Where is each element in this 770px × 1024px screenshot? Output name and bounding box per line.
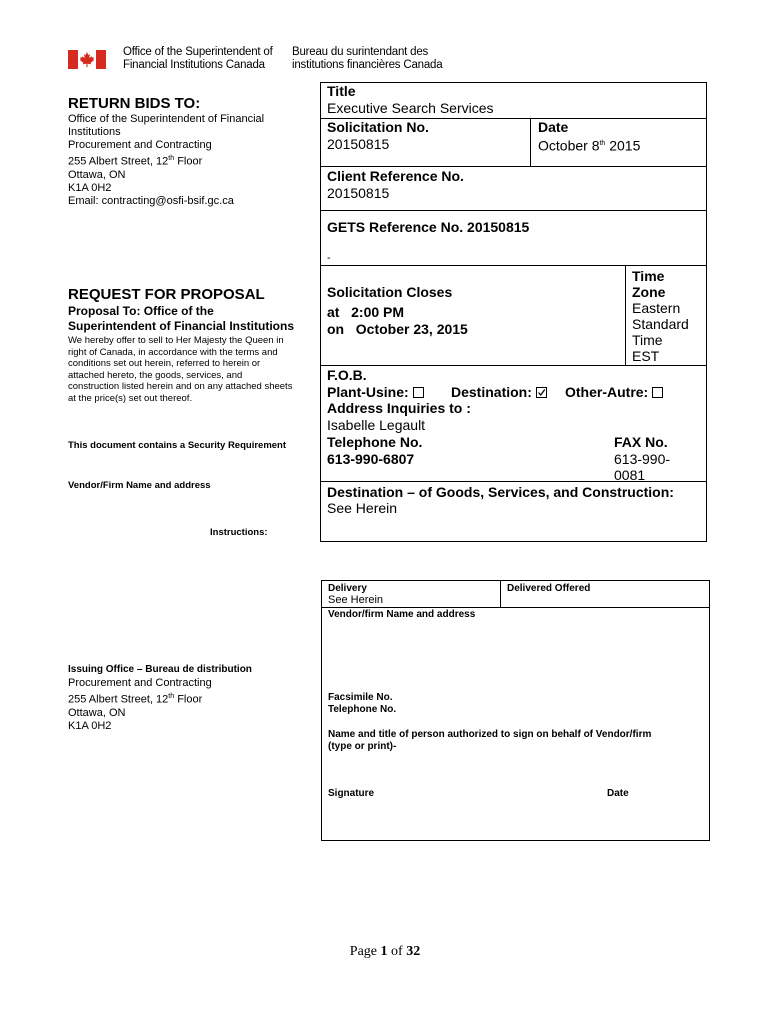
checkmark-icon <box>537 388 546 397</box>
dash-text: - <box>327 252 331 264</box>
fax-value: 613-990- 0081 <box>614 451 671 483</box>
instructions-label: Instructions: <box>210 527 268 538</box>
telephone-value: 613-990-6807 <box>327 451 415 467</box>
time-zone: Time Zone Eastern Standard Time EST <box>632 268 689 364</box>
solicitation-closes-label: Solicitation Closes <box>327 284 453 300</box>
delivery-label: Delivery <box>328 583 367 594</box>
facsimile-label[interactable]: Facsimile No. <box>328 692 393 703</box>
page-number: Page 1 of 32 <box>349 944 421 959</box>
signature-label[interactable]: Signature <box>328 788 375 799</box>
closes-time: at 2:00 PM <box>327 304 405 320</box>
destination-label: Destination: <box>451 384 547 400</box>
plant-usine-label: Plant-Usine: <box>327 384 424 400</box>
telephone-label: Telephone No. <box>327 434 423 450</box>
client-ref-value: 20150815 <box>327 185 390 201</box>
fax-label: FAX No. <box>614 434 668 450</box>
title-label: Title <box>327 83 356 99</box>
destination-goods-value: See Herein <box>327 500 398 516</box>
destination-goods-label: Destination – of Goods, Services, and Construction: <box>327 484 674 500</box>
rfp-title: REQUEST FOR PROPOSAL <box>68 286 265 303</box>
destination-checkbox[interactable] <box>536 387 547 398</box>
delivery-value: See Herein <box>328 594 384 606</box>
dept-name-en: Office of the Superintendent of Financial Institutions Canada <box>123 46 273 71</box>
dept-name-fr: Bureau du surintendant des institutions financières Canada <box>292 46 443 71</box>
issuing-office-title: Issuing Office – Bureau de distribution <box>68 664 252 675</box>
vendor-firm-label[interactable]: Vendor/firm Name and address <box>328 609 476 620</box>
address-inquiries-label: Address Inquiries to : <box>327 400 471 416</box>
solicitation-value: 20150815 <box>327 136 390 152</box>
other-autre-label: Other-Autre: <box>565 384 663 400</box>
proposal-to: Proposal To: Office of the Superintendent of Financial Institutions <box>68 304 295 333</box>
plant-usine-checkbox[interactable] <box>413 387 424 398</box>
client-ref-label: Client Reference No. <box>327 168 464 184</box>
closes-date: on October 23, 2015 <box>327 321 468 337</box>
signature-date-label[interactable]: Date <box>607 788 629 799</box>
date-label: Date <box>538 119 569 135</box>
issuing-office-address: Procurement and Contracting 255 Albert Street, 12th Floor Ottawa, ON K1A 0H2 <box>68 677 212 732</box>
other-autre-checkbox[interactable] <box>652 387 663 398</box>
offer-text: We hereby offer to sell to Her Majesty the Queen in right of Canada, in accordance with the terms and conditions set out herein, referred to herein or attached hereto, the goods, services, and construction listed herein and on any attached sheets at the price(s) set out thereof. <box>68 335 293 404</box>
delivered-offered-label[interactable]: Delivered Offered <box>507 583 591 594</box>
title-value: Executive Search Services <box>327 100 494 116</box>
vendor-telephone-label[interactable]: Telephone No. <box>328 704 397 715</box>
vendor-name-label: Vendor/Firm Name and address <box>68 480 211 491</box>
address-inquiries-value: Isabelle Legault <box>327 417 426 433</box>
canada-flag-icon <box>68 50 106 69</box>
return-bids-title: RETURN BIDS TO: <box>68 95 201 112</box>
security-requirement: This document contains a Security Requirement <box>68 440 287 451</box>
date-value: October 8th 2015 <box>538 137 641 154</box>
fob-label: F.O.B. <box>327 367 367 383</box>
authorized-signer-label[interactable]: Name and title of person authorized to sign on behalf of Vendor/firm (type or print)- <box>328 729 652 752</box>
return-bids-address: Office of the Superintendent of Financial Institutions Procurement and Contracting 255 Albert Street, 12th Floor Ottawa, ON K1A 0H2 Email: contracting@osfi-bsif.gc.ca <box>68 113 265 207</box>
return-bids-email: Email: contracting@osfi-bsif.gc.ca <box>68 194 234 207</box>
gets-reference: GETS Reference No. 20150815 <box>327 219 530 235</box>
solicitation-label: Solicitation No. <box>327 119 429 135</box>
